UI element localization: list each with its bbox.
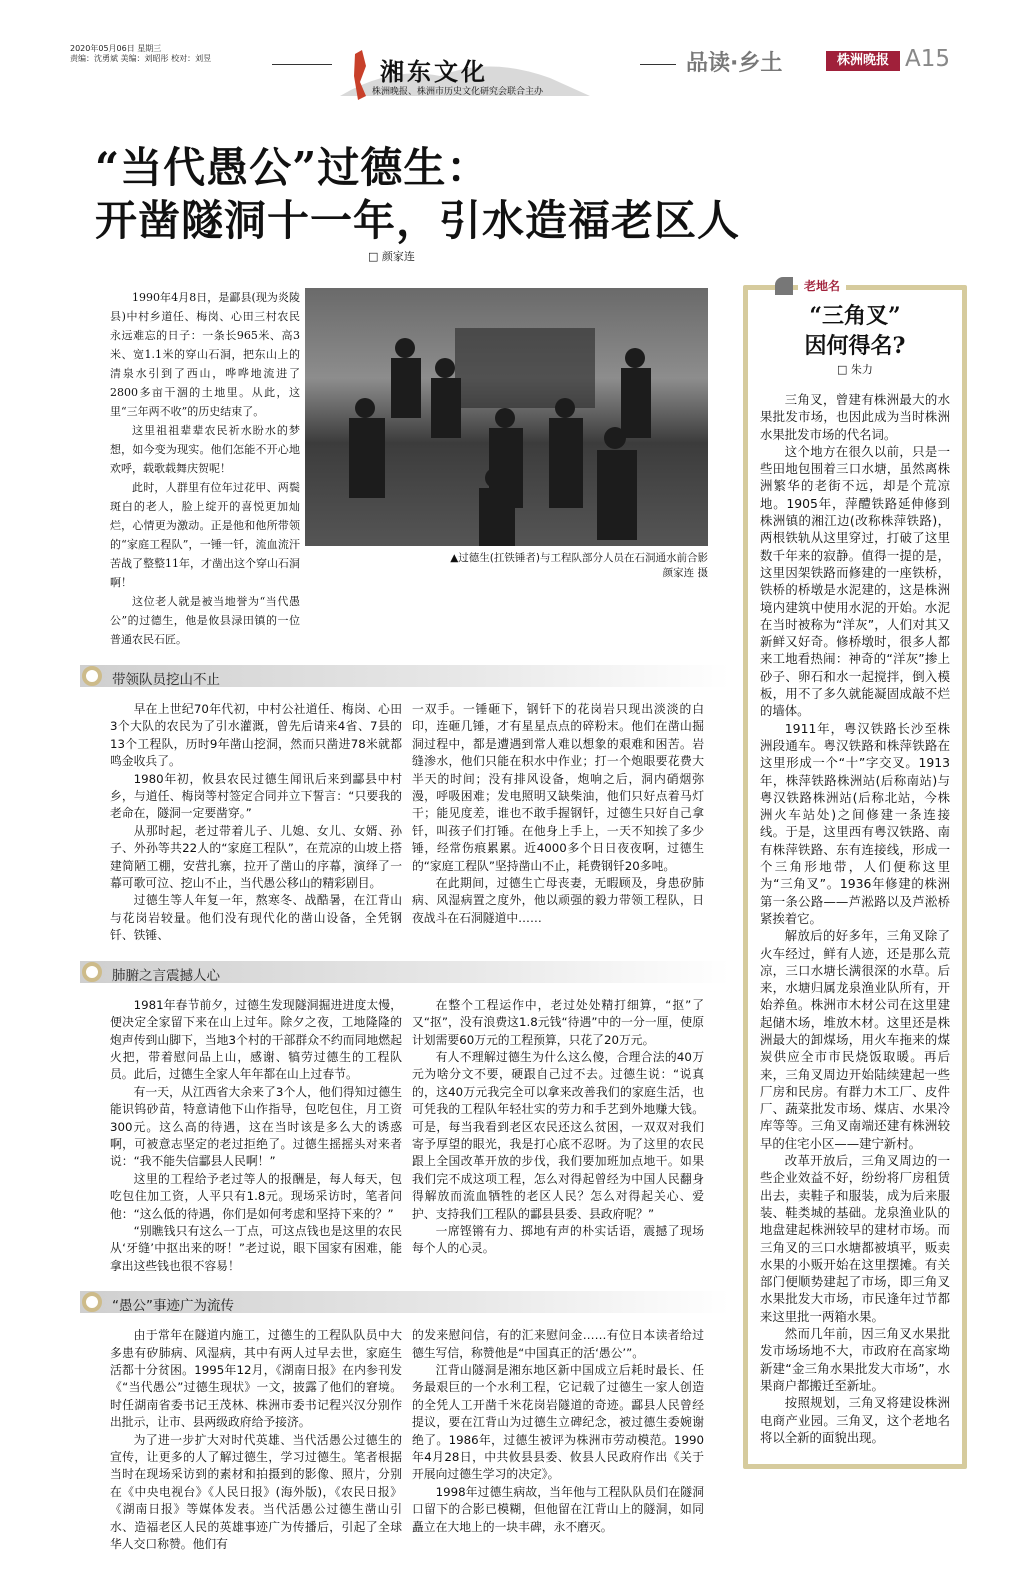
headline-line-1: “当代愚公”过德生： (95, 143, 490, 192)
section-heading-2 (80, 961, 730, 983)
sidebar-title-line-2: 因何得名? (804, 333, 906, 359)
section-2-column-2 (412, 997, 704, 1276)
paragraph: 早在上世纪70年代初，中村公社道任、梅岗、心田3个大队的农民为了引水灌溉，曾先后请来4省、7县的13个工程队，历时9年凿山挖洞，然而只凿进78米就都鸣金收兵了。 (110, 702, 402, 769)
paragraph: 有人不理解过德生为什么这么傻，合理合法的40万元为啥分文不要，硬跟自己过不去。过德生说：“说真的，这40万元我完全可以拿来改善我们的家庭生活，也可凭我的工程队年轻壮实的劳力和手艺到外地赚大钱。可是，每当我看到老区农民还这么贫困，一双双对我们寄予厚望的眼光，我是打心底不忍呀。为了这里的农民跟上全国改革开放的步伐，我们要加班加点地干。如果我们完不成这项工程，怎么对得起曾经为中国人民翻身得解放而流血牺牲的老区人民？怎么对得起关心、爱护、支持我们工程队的酃县县委、县政府呢？” (412, 1049, 704, 1221)
paragraph: 的发来慰问信，有的汇来慰问金……有位日本读者给过德生写信，称赞他是“中国真正的活‘愚公’”。 (412, 1328, 704, 1360)
paragraph: 然而几年前，因三角叉水果批发市场场地不大，市政府在高家坳新建“金三角水果批发大市场”，水果商户都搬迁至新址。 (760, 1326, 950, 1393)
section-name: 品读·乡土 (686, 51, 783, 76)
paragraph: 1990年4月8日，是酃县(现为炎陵县)中村乡道任、梅岗、心田三村农民永远难忘的日子：一条长965米、高3米、宽1.1米的穿山石洞，把东山上的清泉水引到了西山，哗哗地流进了2800多亩干涸的土地里。从此，这里“三年两不收”的历史结束了。 (110, 291, 300, 418)
paragraph: 一席铿锵有力、掷地有声的朴实话语，震撼了现场每个人的心灵。 (412, 1223, 704, 1256)
paragraph: 三角叉，曾建有株洲最大的水果批发市场，也因此成为当时株洲水果批发市场的代名词。 (760, 392, 950, 442)
section-1-body (80, 701, 730, 945)
sidebar-frame (743, 279, 967, 1469)
column-sponsor: 株洲晚报、株洲市历史文化研究会联合主办 (372, 87, 544, 97)
paragraph: “别瞧钱只有这么一丁点，可这点钱也是这里的农民从‘牙缝’中抠出来的呀！”老过说，眼下国家有困难，能拿出这些钱也很不容易！ (110, 1223, 402, 1273)
paragraph: 为了进一步扩大对时代英雄、当代活愚公过德生的宣传，让更多的人了解过德生，学习过德生。笔者根据当时在现场采访到的素材和拍摄到的影像、照片，分别在《中央电视台》《人民日报》(海外版)，《农民日报》《湖南日报》等媒体发表。当代活愚公过德生凿山引水、造福老区人民的英雄事迹广为传播后，引起了全球华人交口称赞。他们有 (110, 1432, 402, 1552)
column-logo: 湘东文化 (380, 57, 488, 86)
paragraph: 过德生等人年复一年，熬寒冬、战酷暑，在江背山与花岗岩较量。他们没有现代化的凿山设备，全凭钢钎、铁锤、 (110, 893, 402, 943)
section-1-column-2 (412, 701, 704, 945)
paper-logo: 株洲晚报 (826, 51, 900, 71)
sidebar-body (760, 391, 950, 1446)
section-2-column-1 (110, 997, 402, 1276)
paragraph: 在此期间，过德生亡母丧妻，无暇顾及，身患矽肺病、风湿病置之度外，他以顽强的毅力带领工程队，日夜战斗在石洞隧道中…… (412, 876, 704, 925)
section-heading-3 (80, 1291, 730, 1313)
sidebar-label: 老地名 (798, 277, 846, 294)
paragraph: 这里的工程给予老过等人的报酬是，每人每天，包吃包住加工资，人平只有1.8元。现场采访时，笔者问他：“这么低的待遇，你们是如何考虑和坚持下来的？” (110, 1171, 402, 1221)
editor-credits: 责编：沈勇斌 美编：刘昭彤 校对：刘昱 (70, 54, 212, 63)
header-rule-right (640, 64, 676, 65)
intro-text (110, 288, 300, 649)
intro-row (80, 288, 730, 649)
paragraph: 解放后的好多年，三角叉除了火车经过，鲜有人迹，还是那么荒凉，三口水塘长满很深的水草。后来，水塘归属龙泉渔业队所有，开始养鱼。株洲市木材公司在这里建起储木场，堆放木材。这里还是株洲最大的卸煤场，用火车拖来的煤炭供应全市市民烧饭取暖。再后来，三角叉周边开始陆续建起一些厂房和民房。有群力木工厂、皮件厂、蔬菜批发市场、煤店、水果冷库等等。三角叉南端还建有株洲较早的住宅小区——建宁新村。 (760, 928, 950, 1151)
page-number: A15 (905, 46, 951, 72)
paragraph: 1911年，粤汉铁路长沙至株洲段通车。粤汉铁路和株萍铁路在这里形成一个“十”字交叉。1913年，株萍铁路株洲站(后称南站)与粤汉铁路株洲站(后称北站，今株洲火车站处)之间修建一条连接线。于是，这里西有粤汉铁路、南有株萍铁路、东有连接线，形成一个三角形地带，人们便称这里为“三角叉”。1936年修建的株洲第一条公路——芦淞路以及芦淞桥紧挨着它。 (760, 720, 950, 926)
sidebar-header (748, 277, 962, 295)
section-heading-1 (80, 665, 730, 687)
section-3-body (80, 1327, 730, 1553)
paragraph: 这个地方在很久以前，只是一些田地包围着三口水塘，虽然离株洲繁华的老街不远，却是个荒凉地。1905年，萍醴铁路延伸修到株洲镇的湘江边(改称株萍铁路)，两根铁轨从这里穿过，打破了这里数千年来的寂静。值得一提的是，这里因架铁路而修建的一座铁桥，铁桥的桥墩是水泥建的，这是株洲境内建筑中使用水泥的开始。水泥在当时被称为“洋灰”，人们对其又新鲜又好奇。修桥墩时，很多人都来工地看热闹：神奇的“洋灰”掺上砂子、卵石和水一起搅拌，倒入模板，用不了多久就能凝固成敲不烂的墙体。 (760, 443, 950, 719)
paragraph: 一双手。一锤砸下，钢钎下的花岗岩只现出淡淡的白印，连砸几锤，才有星星点点的碎粉末。他们在凿山掘洞过程中，都是遭遇到常人难以想象的艰难和困苦。岩缝渗水，他们只能在积水中作业；打一个炮眼要花费大半天的时间；没有排风设备，炮响之后，洞内硝烟弥漫，呼吸困难；发电照明又缺柴油，他们只好点着马灯干；能见度差，谁也不敢手握钢钎，过德生只好自己拿钎，叫孩子们打锤。在他身上手上，一天不知挨了多少锤，经常伤痕累累。近4000多个日日夜夜啊，过德生的“家庭工程队”坚持凿山不止，耗费钢钎20多吨。 (412, 702, 704, 873)
photo-credit: 颜家连 摄 (662, 567, 708, 579)
paragraph: 这里祖祖辈辈农民祈水盼水的梦想，如今变为现实。他们怎能不开心地欢呼，载歌载舞庆贺呢！ (110, 424, 300, 475)
paragraph: 1981年春节前夕，过德生发现隧洞掘进进度太慢，便决定全家留下来在山上过年。除夕之夜，工地隆隆的炮声传到山脚下，当地3个村的干部群众不约而同地燃起火把，带着慰问品上山，感谢、犒劳过德生的工程队员。此后，过德生全家人年年都在山上过春节。 (110, 997, 402, 1082)
paragraph: 按照规划，三角叉将建设株洲电商产业园。三角叉，这个老地名将以全新的面貌出现。 (760, 1395, 950, 1445)
sidebar-author: □ 朱力 (837, 363, 873, 376)
paragraph: 1980年初，攸县农民过德生闻讯后来到酃县中村乡，与道任、梅岗等村签定合同并立下誓言：“只要我的老命在，隧洞一定要凿穿。” (110, 771, 402, 821)
caption-text: ▲过德生(扛铁锤者)与工程队部分人员在石洞通水前合影 (450, 552, 708, 564)
headline-line-2: 开凿隧洞十一年，引水造福老区人 (95, 196, 741, 245)
ring-icon (82, 962, 102, 982)
ring-icon (82, 1292, 102, 1312)
byline: □ 颜家连 (368, 250, 415, 263)
paragraph: 此时，人群里有位年过花甲、两鬓斑白的老人，脸上绽开的喜悦更加灿烂，心情更为激动。正是他和他所带领的“家庭工程队”，一锤一钎，流血流汗苦战了整整11年，才凿出这个穿山石洞啊！ (110, 481, 300, 589)
photo-caption (305, 551, 708, 581)
issue-meta (70, 44, 211, 64)
paragraph: 1998年过德生病故，当年他与工程队队员们在隧洞口留下的合影已模糊，但他留在江背山上的隧洞，如同矗立在大地上的一块丰碑，永不磨灭。 (412, 1484, 704, 1534)
paragraph: 改革开放后，三角叉周边的一些企业效益不好，纷纷将厂房租赁出去，卖鞋子和服装，成为后来服装、鞋类城的基础。龙泉渔业队的地盘建起株洲较早的建材市场。而三角叉的三口水塘都被填平，贩卖水果的小贩开始在这里摆摊。有关部门便顺势建起了市场，即三角叉水果批发大市场，市民逢年过节都来这里批一两箱水果。 (760, 1153, 950, 1324)
issue-date: 2020年05月06日 星期三 (70, 44, 162, 53)
main-article (80, 288, 730, 1573)
section-heading-label: 带领队员挖山不止 (112, 672, 220, 688)
paragraph: 有一天，从江西省大余来了3个人，他们得知过德生能识钨砂苗，特意请他下山作指导，包吃包住，月工资300元。这么高的待遇，这在当时该是多么大的诱惑啊，可被意志坚定的老过拒绝了。过德生摇摇头对来者说：“我不能失信酃县人民啊！” (110, 1084, 402, 1169)
ring-icon (82, 666, 102, 686)
section-heading-label: “愚公”事迹广为流传 (112, 1298, 234, 1315)
section-2-body (80, 997, 730, 1276)
paragraph: 在整个工程运作中，老过处处精打细算，“抠”了又“抠”，没有浪费这1.8元钱“待遇”中的一分一厘，使原计划需要60万元的工程预算，只花了20万元。 (412, 997, 704, 1047)
group-photo (305, 288, 708, 546)
tag-icon (775, 277, 793, 295)
section-heading-label: 肺腑之言震撼人心 (112, 967, 220, 984)
section-1-column-1 (110, 701, 402, 945)
paragraph: 从那时起，老过带着儿子、儿媳、女儿、女婿、孙子、外孙等共22人的“家庭工程队”，在荒凉的山坡上搭建简陋工棚，安营扎寨，拉开了凿山的序幕，演绎了一幕可歌可泣、挖山不止，当代愚公移山的精彩剧目。 (110, 823, 402, 891)
photo-figures (305, 288, 708, 546)
paragraph: 江背山隧洞是湘东地区新中国成立后耗时最长、任务最艰巨的一个水利工程，它记载了过德生一家人创造的全凭人工开凿千米花岗岩隧道的奇迹。酃县人民曾经提议，要在江背山为过德生立碑纪念，被过德生委婉谢绝了。1986年，过德生被评为株洲市劳动模范。1990年4月28日，中共攸县县委、攸县人民政府作出《关于开展向过德生学习的决定》。 (412, 1363, 704, 1482)
paragraph: 由于常年在隧道内施工，过德生的工程队队员中大多患有矽肺病、风湿病，其中有两人过早去世，家庭生活都十分贫困。1995年12月，《湖南日报》在内参刊发《“当代愚公”过德生现状》一文，披露了他们的窘境。时任湖南省委书记王茂林、株洲市委书记程兴汉分别作出批示，让市、县两级政府给予接济。 (110, 1328, 402, 1430)
section-3-column-2 (412, 1327, 704, 1553)
photo-column (305, 288, 708, 649)
section-3-column-1 (110, 1327, 402, 1553)
paragraph: 这位老人就是被当地誉为“当代愚公”的过德生，他是攸县渌田镇的一位普通农民石匠。 (110, 595, 300, 646)
sidebar-title-line-1: “三角叉” (809, 303, 901, 329)
